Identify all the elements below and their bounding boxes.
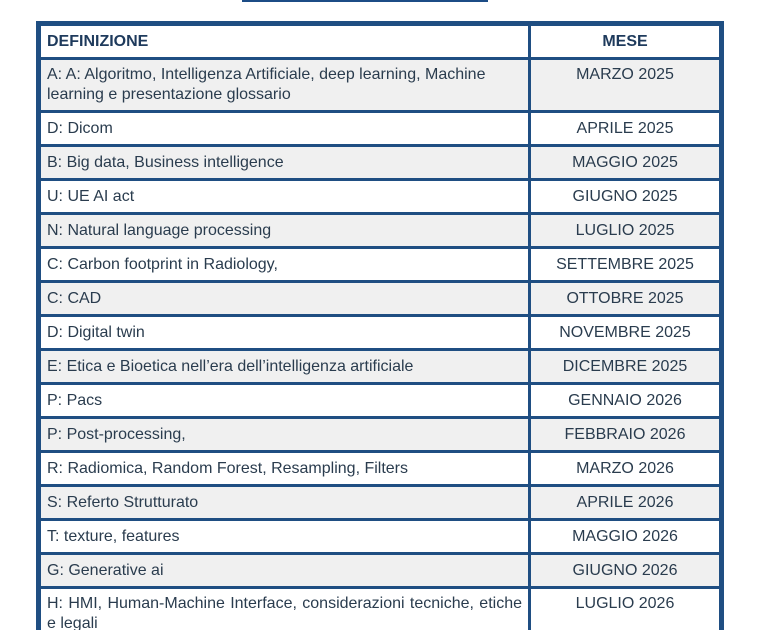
definition-cell: G: Generative ai [41, 555, 528, 586]
definition-cell: H: HMI, Human-Machine Interface, considerazioni tecniche, etiche e legali [41, 589, 528, 630]
header-month: MESE [531, 26, 719, 57]
definition-cell: T: texture, features [41, 521, 528, 552]
month-cell: GIUGNO 2025 [531, 181, 719, 212]
month-cell: LUGLIO 2026 [531, 589, 719, 630]
definition-cell: N: Natural language processing [41, 215, 528, 246]
month-cell: MAGGIO 2025 [531, 147, 719, 178]
month-cell: MARZO 2026 [531, 453, 719, 484]
definition-cell: R: Radiomica, Random Forest, Resampling, Filters [41, 453, 528, 484]
month-cell: MARZO 2025 [531, 60, 719, 110]
month-cell: SETTEMBRE 2025 [531, 249, 719, 280]
month-cell: DICEMBRE 2025 [531, 351, 719, 382]
table-grid [41, 26, 719, 630]
definition-cell: U: UE AI act [41, 181, 528, 212]
definition-cell: A: A: Algoritmo, Intelligenza Artificiale, deep learning, Machine learning e presentazione glossario [41, 60, 528, 110]
definition-cell: C: CAD [41, 283, 528, 314]
month-cell: GIUGNO 2026 [531, 555, 719, 586]
definition-cell: P: Pacs [41, 385, 528, 416]
month-cell: APRILE 2026 [531, 487, 719, 518]
definition-cell: E: Etica e Bioetica nell’era dell’intelligenza artificiale [41, 351, 528, 382]
definition-cell: D: Digital twin [41, 317, 528, 348]
definition-cell: D: Dicom [41, 113, 528, 144]
month-cell: MAGGIO 2026 [531, 521, 719, 552]
definition-cell: P: Post-processing, [41, 419, 528, 450]
glossary-schedule-table [36, 21, 724, 630]
definition-cell: S: Referto Strutturato [41, 487, 528, 518]
top-divider-line [242, 0, 488, 2]
month-cell: NOVEMBRE 2025 [531, 317, 719, 348]
month-cell: GENNAIO 2026 [531, 385, 719, 416]
month-cell: FEBBRAIO 2026 [531, 419, 719, 450]
header-definition: DEFINIZIONE [41, 26, 528, 57]
month-cell: APRILE 2025 [531, 113, 719, 144]
definition-cell: B: Big data, Business intelligence [41, 147, 528, 178]
definition-cell: C: Carbon footprint in Radiology, [41, 249, 528, 280]
month-cell: OTTOBRE 2025 [531, 283, 719, 314]
month-cell: LUGLIO 2025 [531, 215, 719, 246]
